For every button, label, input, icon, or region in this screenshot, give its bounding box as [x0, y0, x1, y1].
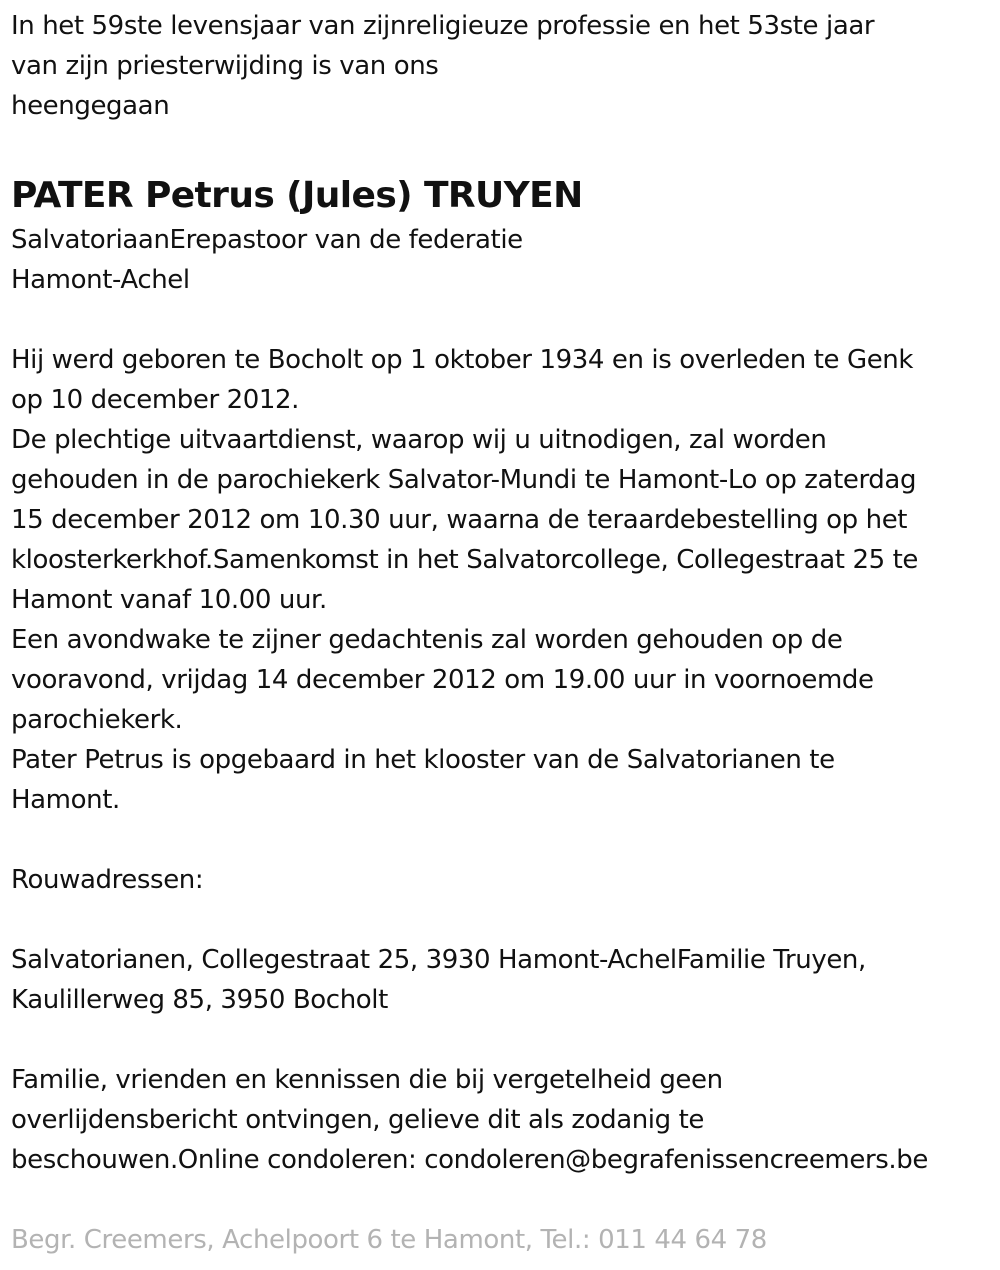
- announcement-line: kloosterkerkhof.Samenkomst in het Salvatorcollege, Collegestraat 25 te: [11, 545, 918, 575]
- announcement-line: Hij werd geboren te Bocholt op 1 oktober 1934 en is overleden te Genk: [11, 345, 914, 375]
- closing-paragraph: [11, 1060, 991, 1180]
- title-line: Hamont-Achel: [11, 265, 190, 295]
- intro-paragraph: [11, 6, 991, 126]
- announcement-line: Pater Petrus is opgebaard in het klooster van de Salvatorianen te: [11, 745, 835, 775]
- announcement-line: vooravond, vrijdag 14 december 2012 om 19.00 uur in voornoemde: [11, 665, 874, 695]
- announcement-line: Hamont vanaf 10.00 uur.: [11, 585, 327, 615]
- intro-line: heengegaan: [11, 91, 170, 121]
- addresses-paragraph: [11, 940, 991, 1020]
- closing-line: overlijdensbericht ontvingen, gelieve dit als zodanig te: [11, 1105, 704, 1135]
- announcement-line: Hamont.: [11, 785, 120, 815]
- intro-line: In het 59ste levensjaar van zijnreligieuze professie en het 53ste jaar: [11, 11, 875, 41]
- title-line: SalvatoriaanErepastoor van de federatie: [11, 225, 523, 255]
- obituary-notice: [11, 6, 991, 1260]
- spacer: [11, 300, 991, 340]
- deceased-name: PATER Petrus (Jules) TRUYEN: [11, 175, 583, 216]
- announcement-line: Een avondwake te zijner gedachtenis zal worden gehouden op de: [11, 625, 843, 655]
- spacer: [11, 1020, 991, 1060]
- closing-line: beschouwen.Online condoleren: condoleren@begrafenissencreemers.be: [11, 1145, 928, 1175]
- funeral-home-footer: Begr. Creemers, Achelpoort 6 te Hamont, Tel.: 011 44 64 78: [11, 1225, 767, 1255]
- spacer: [11, 900, 991, 940]
- spacer: [11, 1180, 991, 1220]
- announcement-paragraph: [11, 340, 991, 820]
- spacer: [11, 820, 991, 860]
- addresses-heading: Rouwadressen:: [11, 865, 204, 895]
- announcement-line: op 10 december 2012.: [11, 385, 300, 415]
- announcement-line: parochiekerk.: [11, 705, 183, 735]
- announcement-line: 15 december 2012 om 10.30 uur, waarna de teraardebestelling op het: [11, 505, 908, 535]
- address-line: Salvatorianen, Collegestraat 25, 3930 Hamont-AchelFamilie Truyen,: [11, 945, 866, 975]
- closing-line: Familie, vrienden en kennissen die bij vergetelheid geen: [11, 1065, 723, 1095]
- address-line: Kaulillerweg 85, 3950 Bocholt: [11, 985, 388, 1015]
- deceased-titles: [11, 220, 991, 300]
- announcement-line: gehouden in de parochiekerk Salvator-Mundi te Hamont-Lo op zaterdag: [11, 465, 917, 495]
- announcement-line: De plechtige uitvaartdienst, waarop wij u uitnodigen, zal worden: [11, 425, 827, 455]
- intro-line: van zijn priesterwijding is van ons: [11, 51, 439, 81]
